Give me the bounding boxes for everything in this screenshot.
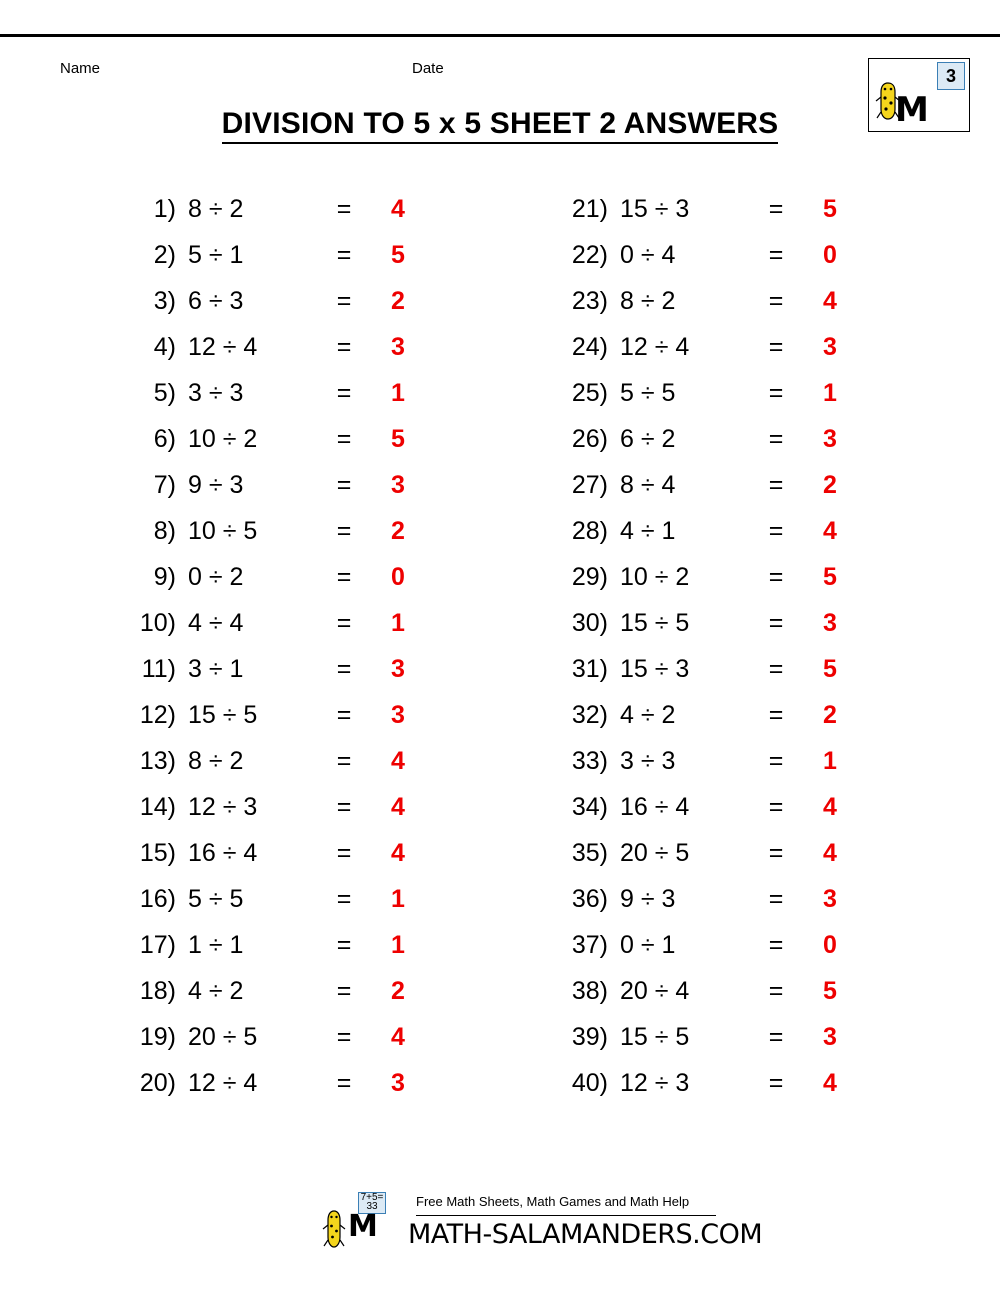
question-expression: 1 ÷ 1 bbox=[188, 931, 244, 959]
question-expression: 0 ÷ 4 bbox=[620, 241, 676, 269]
question-expression: 4 ÷ 2 bbox=[620, 701, 676, 729]
question-number: 3) bbox=[153, 287, 176, 315]
answer-value: 3 bbox=[391, 333, 405, 361]
question-row bbox=[120, 278, 430, 324]
equals-sign: = bbox=[336, 609, 352, 637]
equals-sign: = bbox=[768, 931, 784, 959]
answer-value: 4 bbox=[391, 747, 405, 775]
name-label: Name bbox=[60, 60, 101, 77]
equals-sign: = bbox=[336, 701, 352, 729]
question-expression: 9 ÷ 3 bbox=[620, 885, 676, 913]
question-number: 31) bbox=[571, 655, 608, 683]
question-row bbox=[120, 324, 430, 370]
question-number: 25) bbox=[571, 379, 608, 407]
answer-value: 2 bbox=[823, 471, 837, 499]
questions-column-left bbox=[120, 186, 430, 1106]
question-number: 12) bbox=[139, 701, 176, 729]
question-row bbox=[120, 830, 430, 876]
equals-sign: = bbox=[768, 977, 784, 1005]
question-number: 4) bbox=[153, 333, 176, 361]
question-expression: 3 ÷ 3 bbox=[188, 379, 244, 407]
answer-value: 1 bbox=[391, 931, 405, 959]
question-expression: 16 ÷ 4 bbox=[620, 793, 690, 821]
question-expression: 4 ÷ 4 bbox=[188, 609, 244, 637]
footer-divider bbox=[416, 1215, 716, 1216]
question-expression: 20 ÷ 5 bbox=[620, 839, 690, 867]
question-number: 20) bbox=[139, 1069, 176, 1097]
equals-sign: = bbox=[768, 793, 784, 821]
equals-sign: = bbox=[336, 241, 352, 269]
question-number: 24) bbox=[571, 333, 608, 361]
equals-sign: = bbox=[336, 379, 352, 407]
question-row bbox=[120, 646, 430, 692]
answer-value: 5 bbox=[823, 655, 837, 683]
question-row bbox=[120, 1060, 430, 1106]
question-expression: 5 ÷ 5 bbox=[188, 885, 244, 913]
question-expression: 12 ÷ 3 bbox=[188, 793, 258, 821]
footer-tagline: Free Math Sheets, Math Games and Math Help bbox=[416, 1194, 690, 1209]
question-expression: 12 ÷ 4 bbox=[188, 1069, 258, 1097]
question-row bbox=[552, 370, 862, 416]
question-row bbox=[120, 370, 430, 416]
equals-sign: = bbox=[768, 609, 784, 637]
question-number: 15) bbox=[139, 839, 176, 867]
answer-value: 3 bbox=[823, 333, 837, 361]
answer-value: 3 bbox=[823, 609, 837, 637]
question-row bbox=[552, 416, 862, 462]
page-title bbox=[0, 107, 1000, 141]
answer-value: 2 bbox=[391, 517, 405, 545]
answer-value: 4 bbox=[823, 287, 837, 315]
footer-monogram: M bbox=[348, 1209, 374, 1244]
question-row bbox=[552, 554, 862, 600]
question-number: 13) bbox=[139, 747, 176, 775]
answer-value: 3 bbox=[391, 701, 405, 729]
question-expression: 9 ÷ 3 bbox=[188, 471, 244, 499]
question-number: 19) bbox=[139, 1023, 176, 1051]
question-number: 29) bbox=[571, 563, 608, 591]
question-number: 40) bbox=[571, 1069, 608, 1097]
question-expression: 3 ÷ 1 bbox=[188, 655, 244, 683]
equals-sign: = bbox=[768, 885, 784, 913]
question-number: 17) bbox=[139, 931, 176, 959]
question-number: 23) bbox=[571, 287, 608, 315]
question-number: 33) bbox=[571, 747, 608, 775]
equals-sign: = bbox=[768, 425, 784, 453]
question-row bbox=[120, 508, 430, 554]
equals-sign: = bbox=[768, 701, 784, 729]
question-number: 8) bbox=[153, 517, 176, 545]
page-title-text: DIVISION TO 5 x 5 SHEET 2 ANSWERS bbox=[222, 107, 779, 144]
question-number: 16) bbox=[139, 885, 176, 913]
question-row bbox=[552, 278, 862, 324]
question-expression: 16 ÷ 4 bbox=[188, 839, 258, 867]
question-row bbox=[552, 232, 862, 278]
question-row bbox=[120, 692, 430, 738]
question-expression: 6 ÷ 3 bbox=[188, 287, 244, 315]
question-expression: 15 ÷ 3 bbox=[620, 655, 690, 683]
equals-sign: = bbox=[336, 287, 352, 315]
question-row bbox=[120, 738, 430, 784]
answer-value: 3 bbox=[391, 1069, 405, 1097]
question-expression: 10 ÷ 2 bbox=[620, 563, 690, 591]
question-row bbox=[120, 968, 430, 1014]
question-expression: 12 ÷ 4 bbox=[620, 333, 690, 361]
answer-value: 4 bbox=[823, 517, 837, 545]
question-row bbox=[120, 922, 430, 968]
equals-sign: = bbox=[768, 655, 784, 683]
question-expression: 8 ÷ 4 bbox=[620, 471, 676, 499]
answer-value: 2 bbox=[391, 287, 405, 315]
equals-sign: = bbox=[768, 1069, 784, 1097]
question-number: 26) bbox=[571, 425, 608, 453]
salamander-icon bbox=[322, 1208, 346, 1252]
footer-badge-line2: 33 bbox=[366, 1201, 378, 1212]
question-expression: 15 ÷ 5 bbox=[620, 1023, 690, 1051]
question-row bbox=[120, 1014, 430, 1060]
answer-value: 1 bbox=[391, 379, 405, 407]
equals-sign: = bbox=[336, 195, 352, 223]
question-row bbox=[552, 922, 862, 968]
question-number: 36) bbox=[571, 885, 608, 913]
question-number: 6) bbox=[153, 425, 176, 453]
equals-sign: = bbox=[768, 287, 784, 315]
answer-value: 4 bbox=[391, 195, 405, 223]
question-number: 35) bbox=[571, 839, 608, 867]
question-row bbox=[120, 554, 430, 600]
question-number: 30) bbox=[571, 609, 608, 637]
question-expression: 15 ÷ 5 bbox=[188, 701, 258, 729]
question-number: 34) bbox=[571, 793, 608, 821]
equals-sign: = bbox=[336, 655, 352, 683]
answer-value: 4 bbox=[391, 793, 405, 821]
question-number: 1) bbox=[153, 195, 176, 223]
question-row bbox=[120, 232, 430, 278]
question-number: 9) bbox=[153, 563, 176, 591]
question-number: 32) bbox=[571, 701, 608, 729]
question-row bbox=[552, 324, 862, 370]
question-expression: 5 ÷ 1 bbox=[188, 241, 244, 269]
equals-sign: = bbox=[768, 471, 784, 499]
question-expression: 8 ÷ 2 bbox=[620, 287, 676, 315]
questions-column-right bbox=[552, 186, 862, 1106]
answer-value: 4 bbox=[823, 839, 837, 867]
equals-sign: = bbox=[336, 517, 352, 545]
question-row bbox=[552, 738, 862, 784]
answer-value: 3 bbox=[391, 655, 405, 683]
question-expression: 3 ÷ 3 bbox=[620, 747, 676, 775]
question-expression: 5 ÷ 5 bbox=[620, 379, 676, 407]
question-expression: 4 ÷ 2 bbox=[188, 977, 244, 1005]
question-row bbox=[552, 508, 862, 554]
question-number: 27) bbox=[571, 471, 608, 499]
question-number: 11) bbox=[141, 655, 176, 683]
answer-value: 0 bbox=[823, 931, 837, 959]
equals-sign: = bbox=[768, 563, 784, 591]
question-expression: 10 ÷ 5 bbox=[188, 517, 258, 545]
question-row bbox=[552, 600, 862, 646]
question-row bbox=[120, 876, 430, 922]
question-expression: 4 ÷ 1 bbox=[620, 517, 676, 545]
answer-value: 1 bbox=[823, 379, 837, 407]
answer-value: 5 bbox=[391, 425, 405, 453]
footer-logo bbox=[320, 1192, 406, 1254]
question-row bbox=[120, 462, 430, 508]
question-row bbox=[120, 186, 430, 232]
question-expression: 10 ÷ 2 bbox=[188, 425, 258, 453]
answer-value: 0 bbox=[391, 563, 405, 591]
question-row bbox=[552, 462, 862, 508]
question-number: 5) bbox=[153, 379, 176, 407]
question-row bbox=[552, 830, 862, 876]
grade-badge: 3 bbox=[937, 62, 965, 90]
equals-sign: = bbox=[768, 195, 784, 223]
equals-sign: = bbox=[336, 1069, 352, 1097]
answer-value: 4 bbox=[391, 839, 405, 867]
question-number: 37) bbox=[571, 931, 608, 959]
question-expression: 15 ÷ 5 bbox=[620, 609, 690, 637]
question-expression: 12 ÷ 4 bbox=[188, 333, 258, 361]
question-number: 7) bbox=[153, 471, 176, 499]
question-row bbox=[552, 784, 862, 830]
answer-value: 1 bbox=[391, 609, 405, 637]
answer-value: 2 bbox=[391, 977, 405, 1005]
question-expression: 12 ÷ 3 bbox=[620, 1069, 690, 1097]
footer-branding bbox=[320, 1188, 763, 1268]
question-expression: 20 ÷ 4 bbox=[620, 977, 690, 1005]
math-salamanders-logo bbox=[868, 58, 970, 132]
answer-value: 2 bbox=[823, 701, 837, 729]
answer-value: 4 bbox=[823, 793, 837, 821]
question-expression: 8 ÷ 2 bbox=[188, 747, 244, 775]
equals-sign: = bbox=[336, 563, 352, 591]
page-footer bbox=[0, 1188, 1000, 1268]
answer-value: 1 bbox=[823, 747, 837, 775]
question-expression: 15 ÷ 3 bbox=[620, 195, 690, 223]
answer-value: 1 bbox=[391, 885, 405, 913]
equals-sign: = bbox=[768, 241, 784, 269]
question-row bbox=[552, 876, 862, 922]
equals-sign: = bbox=[336, 425, 352, 453]
equals-sign: = bbox=[336, 471, 352, 499]
logo-monogram: M bbox=[895, 90, 925, 130]
answer-value: 4 bbox=[391, 1023, 405, 1051]
date-label: Date bbox=[412, 60, 444, 77]
top-divider bbox=[0, 34, 1000, 37]
equals-sign: = bbox=[336, 333, 352, 361]
question-number: 38) bbox=[571, 977, 608, 1005]
question-row bbox=[552, 646, 862, 692]
footer-badge-line1: 7+5= bbox=[360, 1192, 384, 1203]
equals-sign: = bbox=[336, 977, 352, 1005]
answer-value: 3 bbox=[391, 471, 405, 499]
footer-website[interactable]: MATH-SALAMANDERS.COM bbox=[408, 1219, 763, 1250]
question-row bbox=[552, 1060, 862, 1106]
equals-sign: = bbox=[768, 747, 784, 775]
equals-sign: = bbox=[336, 885, 352, 913]
equals-sign: = bbox=[336, 839, 352, 867]
question-expression: 8 ÷ 2 bbox=[188, 195, 244, 223]
question-expression: 6 ÷ 2 bbox=[620, 425, 676, 453]
equals-sign: = bbox=[768, 333, 784, 361]
equals-sign: = bbox=[336, 747, 352, 775]
answer-value: 3 bbox=[823, 425, 837, 453]
answer-value: 4 bbox=[823, 1069, 837, 1097]
question-row bbox=[552, 1014, 862, 1060]
question-number: 39) bbox=[571, 1023, 608, 1051]
equals-sign: = bbox=[768, 839, 784, 867]
answer-value: 5 bbox=[823, 563, 837, 591]
question-row bbox=[120, 784, 430, 830]
equals-sign: = bbox=[768, 379, 784, 407]
question-number: 28) bbox=[571, 517, 608, 545]
question-row bbox=[552, 186, 862, 232]
question-number: 14) bbox=[139, 793, 176, 821]
question-row bbox=[552, 968, 862, 1014]
equals-sign: = bbox=[768, 517, 784, 545]
answer-value: 3 bbox=[823, 885, 837, 913]
question-number: 21) bbox=[571, 195, 608, 223]
question-expression: 0 ÷ 1 bbox=[620, 931, 676, 959]
equals-sign: = bbox=[336, 793, 352, 821]
answer-value: 5 bbox=[823, 977, 837, 1005]
equals-sign: = bbox=[336, 931, 352, 959]
question-expression: 0 ÷ 2 bbox=[188, 563, 244, 591]
question-row bbox=[120, 416, 430, 462]
answer-value: 0 bbox=[823, 241, 837, 269]
equals-sign: = bbox=[768, 1023, 784, 1051]
equals-sign: = bbox=[336, 1023, 352, 1051]
question-expression: 20 ÷ 5 bbox=[188, 1023, 258, 1051]
answer-value: 3 bbox=[823, 1023, 837, 1051]
question-number: 18) bbox=[139, 977, 176, 1005]
question-row bbox=[120, 600, 430, 646]
question-number: 10) bbox=[139, 609, 176, 637]
question-row bbox=[552, 692, 862, 738]
answer-value: 5 bbox=[823, 195, 837, 223]
question-number: 22) bbox=[571, 241, 608, 269]
question-number: 2) bbox=[153, 241, 176, 269]
answer-value: 5 bbox=[391, 241, 405, 269]
